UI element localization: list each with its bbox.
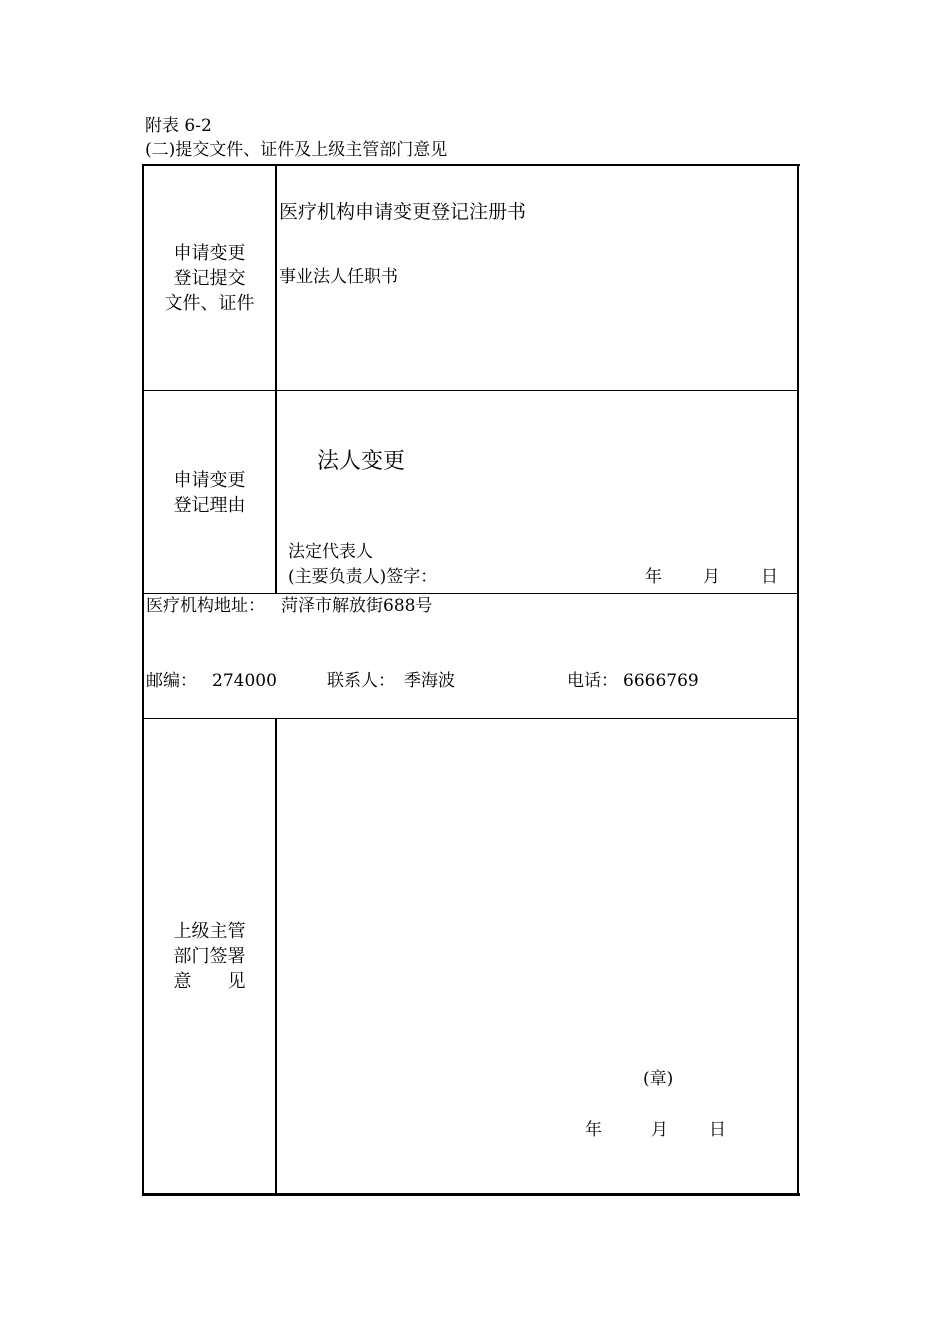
reason-label: [144, 468, 275, 518]
reason-label-line: 登记理由: [173, 495, 246, 516]
reason-text: 法人变更: [317, 449, 406, 474]
section-title: (二)提交文件、证件及上级主管部门意见: [145, 140, 448, 160]
table-border-right: [797, 164, 799, 1196]
signer-line-1: 法定代表人: [288, 542, 373, 562]
table-border-left: [142, 164, 144, 1196]
postal-label: 邮编：: [146, 671, 197, 691]
address-label: 医疗机构地址：: [146, 596, 265, 616]
approval-label-line: 意 见: [173, 971, 246, 992]
documents-label-line: 登记提交: [173, 268, 246, 289]
address-value: 菏泽市解放街688号: [281, 596, 433, 616]
reason-day: 日: [761, 567, 778, 587]
appendix-label: 附表 6-2: [145, 116, 212, 136]
documents-label-line: 文件、证件: [164, 293, 255, 314]
phone-value: 6666769: [623, 671, 699, 691]
contact-value: 季海波: [404, 671, 455, 691]
approval-label-line: 上级主管: [173, 921, 246, 942]
documents-label: [144, 241, 275, 316]
document-item: 事业法人任职书: [279, 267, 398, 287]
approval-month: 月: [651, 1120, 668, 1140]
column-divider-lower: [275, 719, 277, 1195]
reason-month: 月: [703, 567, 720, 587]
approval-label-line: 部门签署: [173, 946, 246, 967]
phone-label: 电话：: [567, 671, 618, 691]
table-border-top: [142, 164, 800, 166]
document-item: 医疗机构申请变更登记注册书: [279, 201, 527, 223]
row-divider-2: [142, 593, 799, 594]
signer-line-2: (主要负责人)签字：: [288, 567, 438, 587]
approval-year: 年: [585, 1120, 602, 1140]
seal-label: (章): [643, 1069, 674, 1089]
postal-value: 274000: [212, 671, 277, 691]
reason-year: 年: [645, 567, 662, 587]
row-divider-3: [142, 718, 799, 719]
reason-label-line: 申请变更: [173, 470, 246, 491]
approval-label: [144, 919, 275, 994]
documents-label-line: 申请变更: [173, 243, 246, 264]
approval-day: 日: [709, 1120, 726, 1140]
table-border-bottom: [142, 1193, 800, 1196]
column-divider-upper: [275, 164, 277, 594]
row-divider-1: [142, 390, 799, 391]
contact-label: 联系人：: [327, 671, 395, 691]
